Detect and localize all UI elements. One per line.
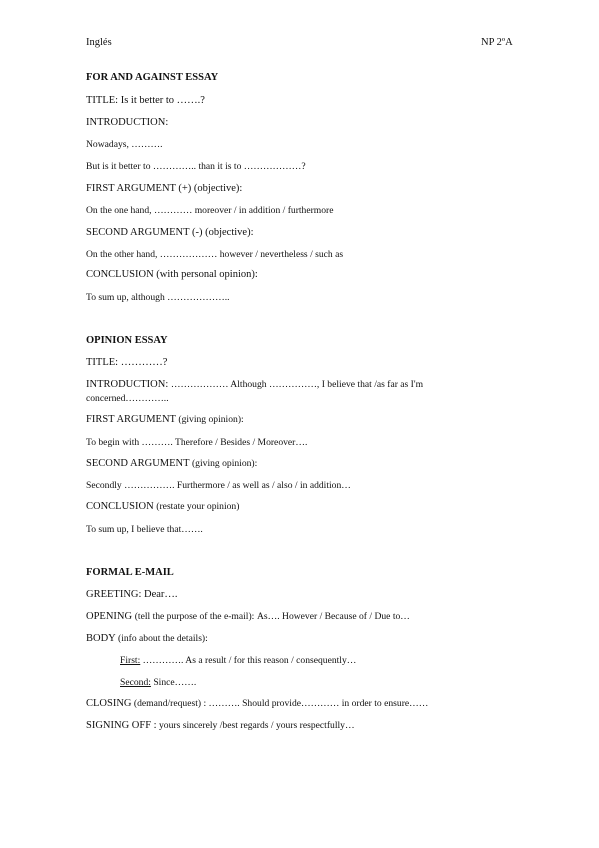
email-closing-label: CLOSING [86,698,132,709]
opinion-conclusion-label: CONCLUSION [86,501,154,512]
email-signing-line [86,719,526,732]
opinion-conclusion-label-line [86,500,526,513]
email-opening-note: (tell the purpose of the e-mail): [134,611,255,622]
opinion-arg1-note: (giving opinion): [178,414,244,425]
email-body-note: (info about the details): [118,633,208,644]
for-against-intro-line1: Nowadays, ………. [86,139,163,150]
opinion-conclusion-note: (restate your opinion) [156,501,240,512]
opinion-intro-text-cont: concerned………….. [86,393,169,404]
email-body-first-line [120,654,560,667]
opinion-arg2-label-line [86,457,526,470]
email-body-second-label: Second: [120,677,151,688]
header-subject: Inglés [86,37,112,48]
email-body-second-line [120,676,560,689]
email-body-second-text: Since……. [150,677,197,688]
opinion-title: TITLE: …………? [86,357,168,368]
email-opening-label: OPENING [86,611,133,622]
email-closing-note: (demand/request) : [133,698,207,709]
email-closing-text: ………. Should provide………… in order to ensure…… [206,698,429,709]
for-against-arg1-text: On the one hand, ………… moreover / in addition / furthermore [86,205,334,216]
for-against-intro-line2: But is it better to ………….. than it is to ………………? [86,161,306,172]
section-heading-opinion: OPINION ESSAY [86,335,168,346]
opinion-arg1-label-line [86,413,526,426]
email-body-first-text: …………. As a result / for this reason / consequently… [140,655,357,666]
header-class: NP 2ºA [481,37,513,48]
for-against-conclusion-label: CONCLUSION (with personal opinion): [86,269,258,280]
email-body-first-label: First: [120,655,141,666]
email-opening-line [86,610,526,623]
opinion-intro [86,378,526,391]
opinion-intro-label: INTRODUCTION: [86,379,169,390]
opinion-arg2-label: SECOND ARGUMENT [86,458,190,469]
email-signing-label: SIGNING OFF : [86,720,157,731]
for-against-arg1-label: FIRST ARGUMENT (+) (objective): [86,183,243,194]
email-opening-text: As…. However / Because of / Due to… [256,611,410,622]
opinion-arg1-text: To begin with ………. Therefore / Besides / Moreover…. [86,437,308,448]
opinion-intro-text: ……………… Although ……………, I believe that /as far as I'm [170,379,424,390]
for-against-arg2-text: On the other hand, ……………… however / nevertheless / such as [86,249,344,260]
email-body-label: BODY [86,633,116,644]
email-closing-line [86,697,526,710]
email-body-line [86,632,526,645]
section-heading-formal-email: FORMAL E-MAIL [86,567,174,578]
opinion-arg2-note: (giving opinion): [191,458,258,469]
section-heading-for-against: FOR AND AGAINST ESSAY [86,72,219,83]
email-signing-text: yours sincerely /best regards / yours respectfully… [156,720,355,731]
opinion-conclusion-text: To sum up, I believe that……. [86,524,203,535]
opinion-arg1-label: FIRST ARGUMENT [86,414,176,425]
for-against-arg2-label: SECOND ARGUMENT (-) (objective): [86,227,254,238]
opinion-arg2-text: Secondly ……………. Furthermore / as well as / also / in addition… [86,480,351,491]
for-against-title: TITLE: Is it better to …….? [86,95,205,106]
email-greeting: GREETING: Dear…. [86,589,178,600]
for-against-conclusion-text: To sum up, although ……………….. [86,292,230,303]
for-against-intro-label: INTRODUCTION: [86,117,169,128]
